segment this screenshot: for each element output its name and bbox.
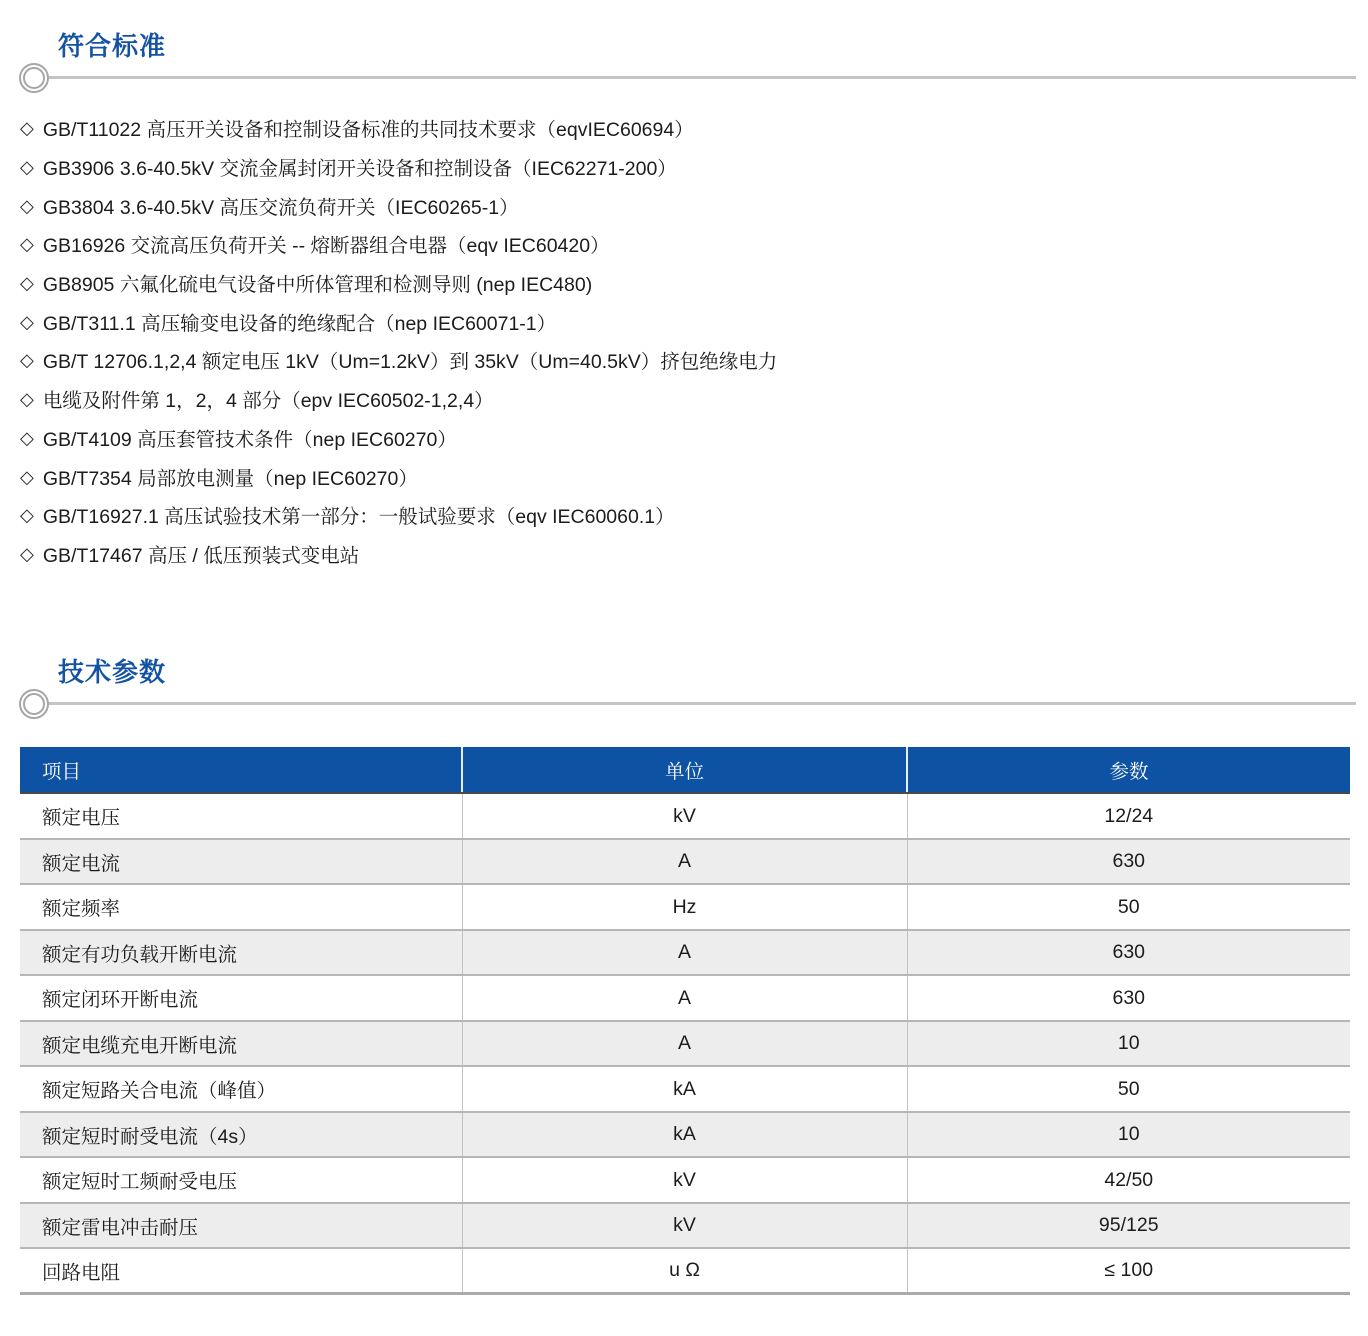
table-row (20, 839, 1350, 885)
standard-item-text: GB/T7354 局部放电测量（nep IEC60270） (42, 467, 418, 490)
param-name-cell: 额定有功负载开断电流 (20, 930, 462, 976)
standard-item (20, 264, 1368, 303)
diamond-bullet-icon: ◇ (20, 505, 34, 526)
section-compliance-header (0, 0, 1368, 94)
table-row (20, 1248, 1350, 1294)
param-name-cell: 额定短路关合电流（峰值） (20, 1066, 462, 1112)
param-name-cell: 额定电压 (42, 807, 121, 829)
standard-item-text: GB/T17467 高压 / 低压预装式变电站 (42, 544, 360, 567)
diamond-bullet-icon: ◇ (20, 427, 34, 448)
table-row (20, 930, 1350, 976)
param-name-cell: 回路电阻 (20, 1248, 462, 1294)
param-unit-cell: kV (462, 1157, 907, 1203)
param-unit-cell: u Ω (462, 1248, 907, 1294)
param-value-cell: 10 (907, 1021, 1350, 1067)
table-row (20, 1112, 1350, 1158)
param-name-cell: 额定短时工频耐受电压 (20, 1157, 462, 1203)
param-value-cell: 12/24 (907, 793, 1350, 839)
diamond-bullet-icon: ◇ (20, 234, 34, 255)
table-header-unit: 单位 (462, 747, 907, 793)
param-name-cell: 额定雷电冲击耐压 (20, 1203, 462, 1249)
section-rule (0, 688, 1368, 720)
table-row (20, 884, 1350, 930)
standard-item (20, 419, 1368, 458)
compliance-standards-title: 符合标准 (58, 31, 167, 61)
param-name-cell: 额定闭环开断电流 (20, 975, 462, 1021)
standard-item (20, 225, 1368, 264)
param-unit-cell: kV (462, 793, 907, 839)
section-rule (0, 62, 1368, 94)
diamond-bullet-icon: ◇ (20, 466, 34, 487)
param-unit-cell: Hz (462, 884, 907, 930)
section-parameters-header (0, 573, 1368, 720)
standard-item-text: GB/T 12706.1,2,4 额定电压 1kV（Um=1.2kV）到 35kV（Um=40.5kV）挤包绝缘电力 (42, 351, 778, 374)
table-row (20, 1203, 1350, 1249)
diamond-bullet-icon: ◇ (20, 389, 34, 410)
standard-item (20, 380, 1368, 419)
standard-item (20, 302, 1368, 341)
param-name-cell: 额定频率 (20, 884, 462, 930)
standard-item-text: GB/T4109 高压套管技术条件（nep IEC60270） (42, 428, 457, 451)
table-row (20, 1157, 1350, 1203)
param-unit-cell: A (462, 1021, 907, 1067)
param-value-cell: 630 (907, 930, 1350, 976)
ring-icon (19, 689, 49, 719)
standard-item (20, 457, 1368, 496)
standard-item (20, 186, 1368, 225)
standard-item-text: GB3804 3.6-40.5kV 高压交流负荷开关（IEC60265-1） (42, 196, 519, 219)
param-value-cell: 50 (907, 884, 1350, 930)
table-header-item: 项目 (20, 747, 462, 793)
diamond-bullet-icon: ◇ (20, 311, 34, 332)
standard-item-text: GB3906 3.6-40.5kV 交流金属封闭开关设备和控制设备（IEC62271-200） (42, 158, 677, 181)
param-name-cell: 额定短时耐受电流（4s） (20, 1112, 462, 1158)
horizontal-rule (46, 76, 1356, 79)
param-value-cell: 42/50 (907, 1157, 1350, 1203)
diamond-bullet-icon: ◇ (20, 350, 34, 371)
standard-item (20, 341, 1368, 380)
param-unit-cell: A (462, 930, 907, 976)
table-row (20, 1021, 1350, 1067)
standard-item-text: GB8905 六氟化硫电气设备中所体管理和检测导则 (nep IEC480) (42, 274, 593, 297)
table-row (20, 793, 1350, 839)
table-header-row (20, 747, 1350, 793)
standard-item (20, 496, 1368, 535)
param-value-cell: 630 (907, 839, 1350, 885)
diamond-bullet-icon: ◇ (20, 157, 34, 178)
diamond-bullet-icon: ◇ (20, 543, 34, 564)
diamond-bullet-icon: ◇ (20, 118, 34, 139)
standards-list (20, 109, 1368, 573)
standard-item (20, 109, 1368, 148)
diamond-bullet-icon: ◇ (20, 273, 34, 294)
param-name-cell: 额定电流 (20, 839, 462, 885)
param-value-cell: 95/125 (907, 1203, 1350, 1249)
horizontal-rule (46, 702, 1356, 705)
param-unit-cell: kV (462, 1203, 907, 1249)
standard-item-text: GB/T11022 高压开关设备和控制设备标准的共同技术要求（eqvIEC60694） (42, 119, 694, 142)
diamond-bullet-icon: ◇ (20, 195, 34, 216)
ring-icon (19, 63, 49, 93)
param-value-cell: 630 (907, 975, 1350, 1021)
param-value-cell: 50 (907, 1066, 1350, 1112)
param-unit-cell: A (462, 839, 907, 885)
param-unit-cell: kA (462, 1066, 907, 1112)
param-name-cell: 额定电缆充电开断电流 (20, 1021, 462, 1067)
table-header-parameter: 参数 (907, 747, 1350, 793)
parameters-table (20, 747, 1350, 1295)
table-row (20, 1066, 1350, 1112)
standard-item-text: GB16926 交流高压负荷开关 -- 熔断器组合电器（eqv IEC60420） (42, 235, 610, 258)
param-unit-cell: A (462, 975, 907, 1021)
standard-item-text: GB/T311.1 高压输变电设备的绝缘配合（nep IEC60071-1） (42, 312, 557, 335)
standard-item (20, 535, 1368, 574)
standard-item (20, 148, 1368, 187)
param-value-cell: ≤ 100 (907, 1248, 1350, 1294)
table-row (20, 975, 1350, 1021)
param-unit-cell: kA (462, 1112, 907, 1158)
standard-item-text: GB/T16927.1 高压试验技术第一部分：一般试验要求（eqv IEC60060.1） (42, 506, 675, 529)
standard-item-text: 电缆及附件第 1，2，4 部分（epv IEC60502-1,2,4） (42, 390, 494, 413)
param-value-cell: 10 (907, 1112, 1350, 1158)
technical-parameters-title: 技术参数 (58, 657, 167, 688)
